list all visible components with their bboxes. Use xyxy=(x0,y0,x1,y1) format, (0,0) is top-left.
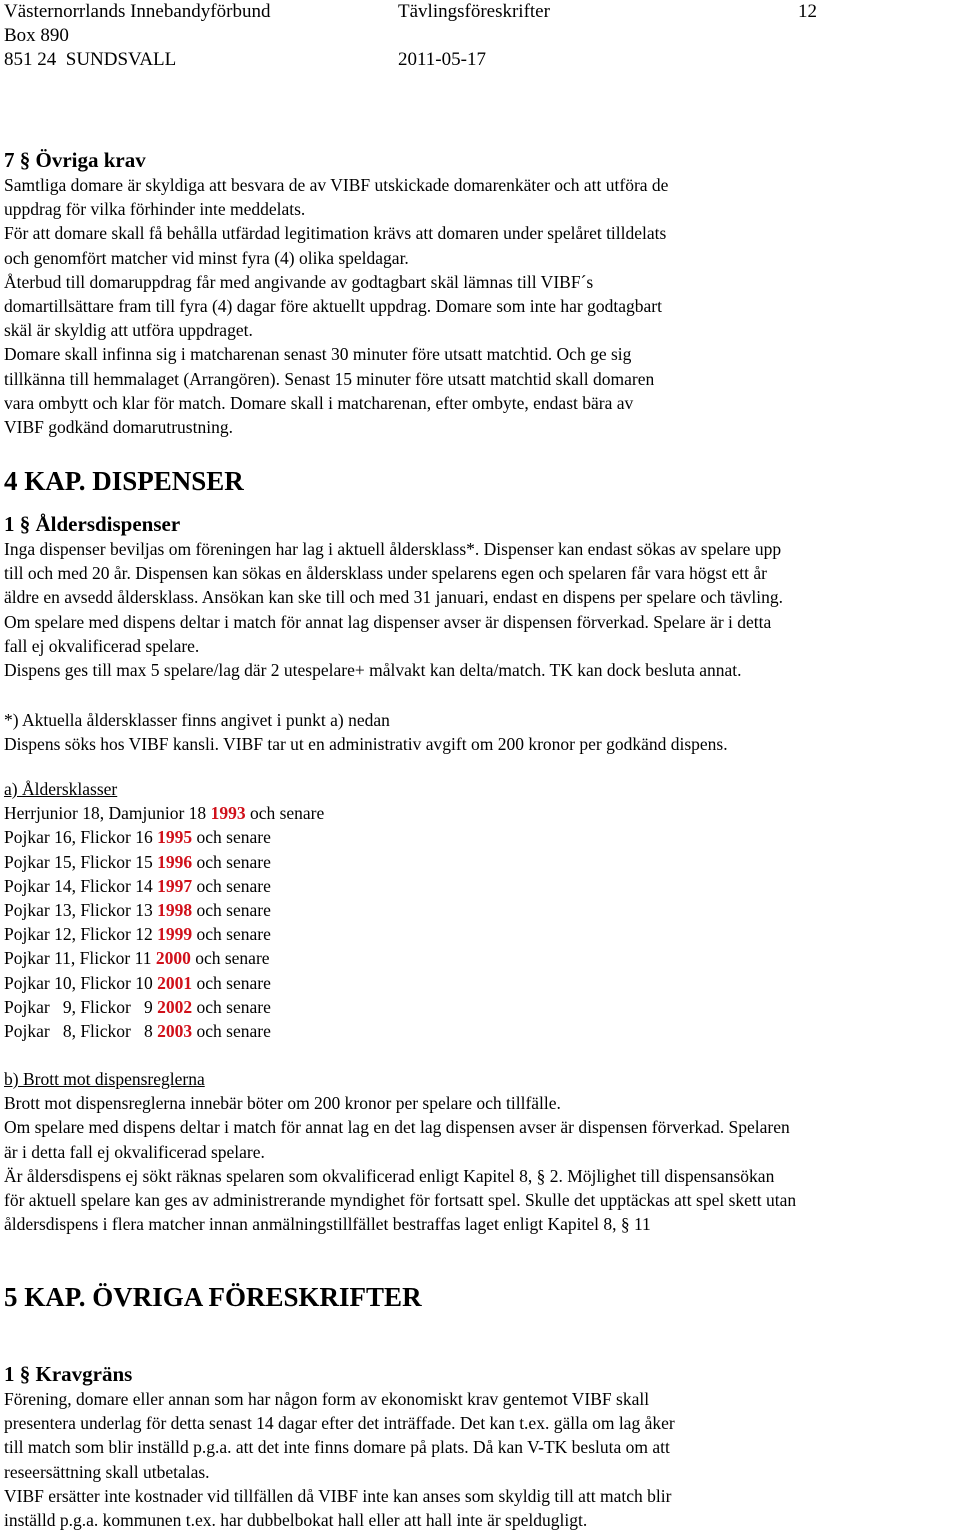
paragraph-line: åldersdispens i flera matcher innan anmälningstillfället bestraffas laget enligt Kapitel 8, § 11 xyxy=(4,1214,651,1235)
age-class-row xyxy=(4,1019,960,1043)
paragraph-line: domartillsättare fram till fyra (4) dagar före aktuellt uppdrag. Domare som inte har godtagbart xyxy=(4,296,662,317)
subsection-heading: b) Brott mot dispensreglerna xyxy=(4,1069,205,1089)
paragraph-line: till match som blir inställd p.g.a. att det inte finns domare på plats. Då kan V-TK besluta om att xyxy=(4,1437,670,1458)
age-class-row xyxy=(4,946,960,970)
header-org: Västernorrlands Innebandyförbund xyxy=(4,1,271,22)
paragraph-line: Samtliga domare är skyldiga att besvara de av VIBF utskickade domarenkäter och att utföra de xyxy=(4,175,669,195)
age-class-row xyxy=(4,801,960,825)
age-class-label: Herrjunior 18, Damjunior 18 xyxy=(4,803,211,824)
paragraph-line: reseersättning skall utbetalas. xyxy=(4,1461,210,1482)
section-1-aldersdispenser xyxy=(4,511,960,682)
age-class-label: Pojkar 11, Flickor 11 xyxy=(4,948,156,969)
chapter-heading: 5 KAP. ÖVRIGA FÖRESKRIFTER xyxy=(4,1282,422,1312)
section-heading: 1 § Åldersdispenser xyxy=(4,512,181,536)
header-page-number: 12 xyxy=(798,1,817,22)
age-class-suffix: och senare xyxy=(192,924,271,945)
age-class-year: 1993 xyxy=(210,803,246,824)
paragraph-line: Är åldersdispens ej sökt räknas spelaren som okvalificerad enligt Kapitel 8, § 2. Möjlighet till dispensansökan xyxy=(4,1165,775,1186)
header-date: 2011-05-17 xyxy=(398,49,486,70)
age-class-row xyxy=(4,995,960,1019)
paragraph-line: vara ombytt och klar för match. Domare skall i matcharenan, efter ombyte, endast bära av xyxy=(4,392,634,413)
paragraph-line: äldre en avsedd åldersklass. Ansökan kan ske till och med 31 januari, endast en dispens per spelare och tävling. xyxy=(4,587,784,608)
paragraph-line: Dispens ges till max 5 spelare/lag där 2 utespelare+ målvakt kan delta/match. TK kan dock besluta annat. xyxy=(4,660,742,681)
age-class-label: Pojkar 10, Flickor 10 xyxy=(4,972,158,993)
paragraph-line: Om spelare med dispens deltar i match för annat lag dispenser avser är dispensen förverkad. Spelare är i detta xyxy=(4,611,772,632)
age-class-row xyxy=(4,922,960,946)
chapter-heading: 4 KAP. DISPENSER xyxy=(4,466,244,496)
paragraph-line: Återbud till domaruppdrag får med angivande av godtagbart skäl lämnas till VIBF´s xyxy=(4,271,594,292)
age-class-label: Pojkar 8, Flickor 8 xyxy=(4,1021,158,1042)
paragraph-line: är i detta fall ej okvalificerad spelare. xyxy=(4,1141,265,1162)
age-class-year: 2002 xyxy=(157,996,193,1017)
paragraph-line: fall ej okvalificerad spelare. xyxy=(4,635,200,656)
age-class-year: 1997 xyxy=(157,875,193,896)
age-class-year: 2001 xyxy=(157,972,193,993)
paragraph-line: inställd p.g.a. kommunen t.ex. har dubbelbokat hall eller att hall inte är speldugligt. xyxy=(4,1510,588,1531)
age-class-year: 1996 xyxy=(157,851,193,872)
paragraph-line: till och med 20 år. Dispensen kan sökas en åldersklass under spelarens egen och spelaren får vara högst ett år xyxy=(4,563,767,584)
section-7-ovriga-krav xyxy=(4,147,960,439)
paragraph-line: för aktuell spelare kan ges av administrerande myndighet för fortsatt spel. Skulle det upptäckas att spel skett utan xyxy=(4,1190,797,1211)
age-class-suffix: och senare xyxy=(245,803,325,824)
header-city: 851 24 SUNDSVALL xyxy=(4,49,177,70)
age-class-label: Pojkar 9, Flickor 9 xyxy=(4,996,158,1017)
age-class-suffix: och senare xyxy=(192,827,271,848)
paragraph-line: skäl är skyldig att utföra uppdraget. xyxy=(4,320,253,341)
age-class-row xyxy=(4,825,960,849)
header-doc-title: Tävlingsföreskrifter xyxy=(398,1,550,22)
chapter-4-dispenser xyxy=(4,465,960,497)
age-class-suffix: och senare xyxy=(192,875,271,896)
paragraph-line: Dispens söks hos VIBF kansli. VIBF tar ut en administrativ avgift om 200 kronor per godkänd dispens. xyxy=(4,734,728,755)
paragraph-line: Inga dispenser beviljas om föreningen har lag i aktuell åldersklass*. Dispenser kan endast sökas av spelare upp xyxy=(4,539,782,559)
paragraph-line: För att domare skall få behålla utfärdad legitimation krävs att domaren under spelåret tilldelats xyxy=(4,223,667,244)
age-class-suffix: och senare xyxy=(192,972,271,993)
age-class-year: 1999 xyxy=(157,924,193,945)
age-classes-list xyxy=(4,801,960,1043)
age-class-label: Pojkar 16, Flickor 16 xyxy=(4,827,158,848)
paragraph-line: *) Aktuella åldersklasser finns angivet i punkt a) nedan xyxy=(4,710,390,730)
age-class-row xyxy=(4,971,960,995)
paragraph-line: Brott mot dispensreglerna innebär böter om 200 kronor per spelare och tillfälle. xyxy=(4,1093,561,1114)
age-class-label: Pojkar 12, Flickor 12 xyxy=(4,924,158,945)
age-class-row xyxy=(4,898,960,922)
paragraph-line: VIBF godkänd domarutrustning. xyxy=(4,417,233,438)
paragraph-line: tillkänna till hemmalaget (Arrangören). Senast 15 minuter före utsatt matchtid skall domaren xyxy=(4,368,655,389)
age-class-suffix: och senare xyxy=(192,1021,271,1042)
header-box: Box 890 xyxy=(4,25,69,46)
brott-mot-dispensreglerna xyxy=(4,1067,960,1236)
age-classes-heading: a) Åldersklasser xyxy=(4,779,118,799)
age-class-suffix: och senare xyxy=(190,948,270,969)
age-class-suffix: och senare xyxy=(192,900,271,921)
age-classes-section xyxy=(4,777,960,1043)
paragraph-line: Förening, domare eller annan som har någon form av ekonomiskt krav gentemot VIBF skall xyxy=(4,1389,650,1409)
paragraph-line: presentera underlag för detta senast 14 dagar efter det inträffade. Det kan t.ex. gälla om lag åker xyxy=(4,1413,675,1434)
chapter-5-ovriga-foreskrifter xyxy=(4,1281,960,1313)
age-class-label: Pojkar 13, Flickor 13 xyxy=(4,900,158,921)
age-class-year: 2000 xyxy=(155,948,191,969)
age-class-label: Pojkar 15, Flickor 15 xyxy=(4,851,158,872)
section-1-kravgrans xyxy=(4,1361,960,1532)
age-class-year: 2003 xyxy=(157,1021,193,1042)
paragraph-line: Domare skall infinna sig i matcharenan senast 30 minuter före utsatt matchtid. Och ge sig xyxy=(4,344,632,365)
age-class-suffix: och senare xyxy=(192,996,271,1017)
age-class-year: 1998 xyxy=(157,900,193,921)
age-class-year: 1995 xyxy=(157,827,193,848)
paragraph-line: och genomfört matcher vid minst fyra (4) olika speldagar. xyxy=(4,247,409,268)
dispens-note xyxy=(4,708,960,756)
paragraph-line: VIBF ersätter inte kostnader vid tillfällen då VIBF inte kan anses som skyldig till att match blir xyxy=(4,1485,672,1506)
section-heading: 1 § Kravgräns xyxy=(4,1362,133,1386)
section-heading: 7 § Övriga krav xyxy=(4,148,146,172)
paragraph-line: Om spelare med dispens deltar i match för annat lag en det lag dispensen avser är dispensen förverkad. Spelaren xyxy=(4,1117,790,1138)
age-class-row xyxy=(4,850,960,874)
paragraph-line: uppdrag för vilka förhinder inte meddelats. xyxy=(4,199,306,220)
age-class-label: Pojkar 14, Flickor 14 xyxy=(4,875,158,896)
age-class-row xyxy=(4,874,960,898)
age-class-suffix: och senare xyxy=(192,851,271,872)
